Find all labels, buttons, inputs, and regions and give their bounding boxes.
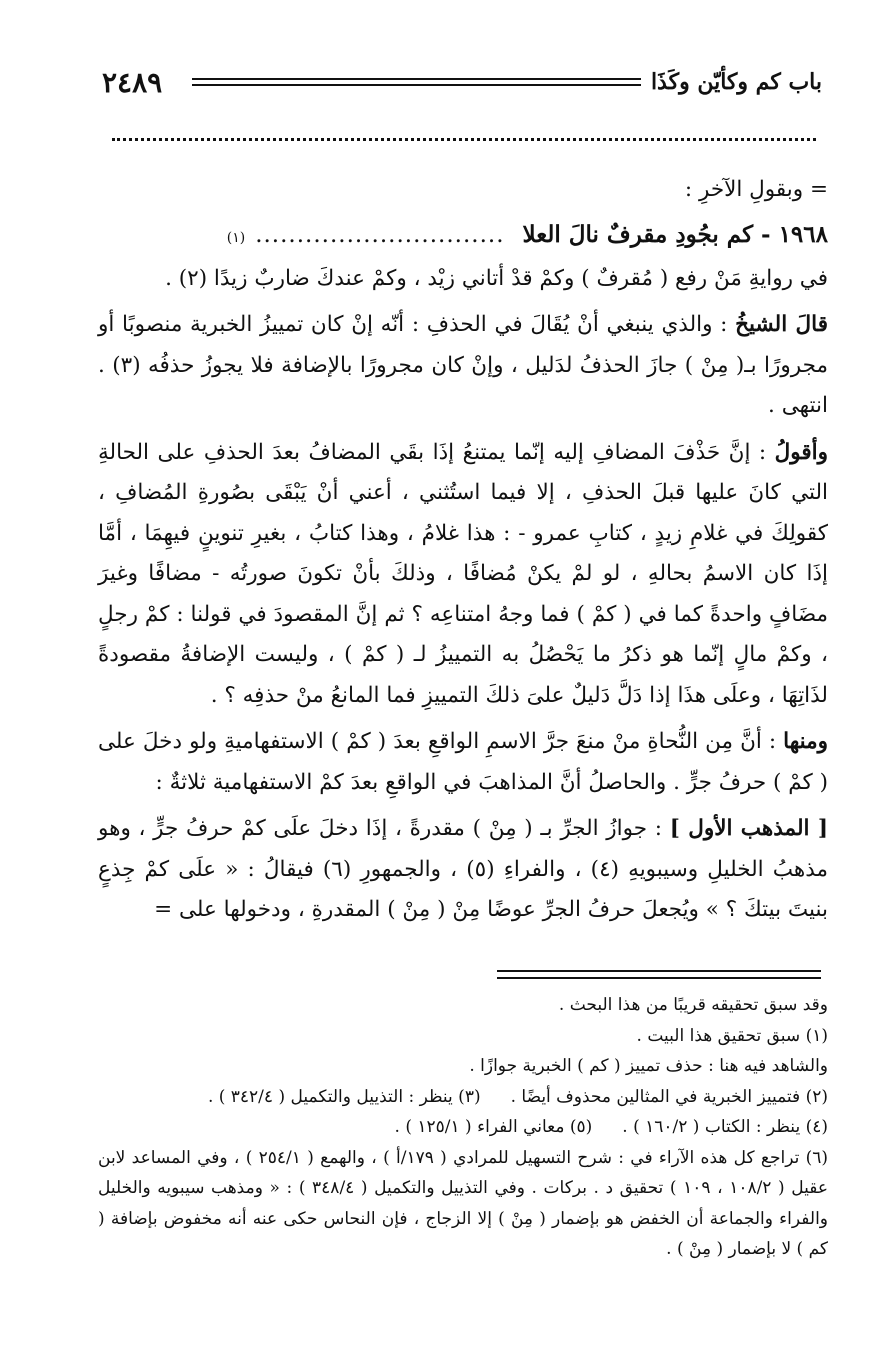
main-text — [98, 170, 828, 931]
footnote-item: (١) سبق تحقيق هذا البيت . — [636, 1025, 828, 1046]
verse-number: ١٩٦٨ - — [761, 220, 828, 248]
footnote-item: والشاهد فيه هنا : حذف تمييز ( كم ) الخبرية جوازًا . — [469, 1056, 828, 1076]
verse-line — [98, 211, 828, 259]
running-header — [102, 62, 822, 102]
chapter-title: باب كم وكأيّن وكَذَا — [650, 69, 822, 95]
paragraph: قالَ الشيخُ : والذي ينبغي أنْ يُقَالَ في الحذفِ : أنّه إنْ كان تمييزُ الخبرية منصوبًا أو مجرورًا بـ( مِنْ ) جازَ الحذفُ لدَليل ، وإنْ كان مجرورًا بالإضافة فلا يجوزُ حذفُه (٣) . انتهى . — [98, 312, 828, 418]
paragraph-lead: قالَ الشيخُ — [735, 312, 828, 337]
footnote-row — [98, 1112, 828, 1143]
footnote-row — [98, 1082, 828, 1113]
footnote-item: (٥) معاني الفراء ( ١٢٥/١ ) . — [394, 1117, 593, 1137]
paragraph-lead: [ المذهب الأول ] — [669, 816, 828, 841]
verse-ellipsis: .............................. — [255, 221, 505, 248]
verse-footnote-ref: (١) — [226, 229, 246, 246]
dotted-separator — [112, 138, 816, 141]
paragraph: في روايةِ مَنْ رفع ( مُقرفٌ ) وكمْ قدْ أتاني زيْد ، وكمْ عندكَ ضاربٌ زيدًا (٢) . — [165, 265, 828, 291]
footnote-item: (٣) ينظر : التذييل والتكميل ( ٣٤٢/٤ ) . — [207, 1086, 481, 1107]
footnote-item: (٢) فتمييز الخبرية في المثالين محذوف أيضًا . — [510, 1086, 828, 1107]
footnote-item: (٦) تراجع كل هذه الآراء في : شرح التسهيل للمرادي ( ١٧٩/أ ) ، والهمع ( ٢٥٤/١ ) ، وفي المساعد لابن عقيل ( ١٠٨/٢ ، ١٠٩ ) تحقيق د . بركات . وفي التذييل والتكميل ( ٣٤٨/٤ ) : « ومذهب سيبويه والخليل والفراء والجماعة أن الخفض هو بإضمار ( مِنْ ) إلا الزجاج ، فإن النحاس حكى عنه أنه مخفوض بإضافة ( كم ) لا بإضمار ( مِنْ ) . — [98, 1147, 829, 1259]
footnotes — [98, 990, 828, 1265]
paragraph: [ المذهب الأول ] : جوازُ الجرِّ بـ ( مِنْ ) مقدرةً ، إذَا دخلَ علَى كمْ حرفُ جرٍّ ، وهو مذهبُ الخليلِ وسيبويهِ (٤) ، والفراءِ (٥) ، والجمهورِ (٦) فيقالُ : « علَى كمْ جِذعٍ بنيتَ بيتكَ ؟ » ويُجعلَ حرفُ الجرِّ عوضًا مِنْ ( مِنْ ) المقدرةِ ، ودخولها على = — [98, 816, 828, 922]
footnote-separator — [497, 970, 821, 979]
header-rule — [192, 78, 641, 86]
paragraph-lead: ومنها — [783, 729, 828, 754]
paragraph-lead: وأقولُ — [774, 439, 828, 465]
footnote-continuation: وقد سبق تحقيقه قريبًا من هذا البحث . — [558, 995, 828, 1015]
page-number: ٢٤٨٩ — [102, 65, 163, 99]
paragraph: وأقولُ : إنَّ حَذْفَ المضافِ إليه إنّما يمتنعُ إذَا بقَي المضافُ بعدَ الحذفِ على الحالةِ التي كانَ عليها قبلَ الحذفِ ، إلا فيما استُثني ، أعني أنْ يَبْقَى بصُورةِ المُضافِ ، كقولِكَ في غلامِ زيدٍ ، كتابِ عمرو - : هذا غلامُ ، وهذا كتابُ ، بغيرِ تنوينٍ فيهِمَا ، أمَّا إذَا كان الاسمُ بحالهِ ، لو لمْ يكنْ مُضافًا ، وذلكَ بأنْ تكونَ صورتُه - مضافًا وغيرَ مضَافٍ واحدةً كما في ( كمْ ) فما وجهُ امتناعِه ؟ ثم إنَّ المقصودَ في قولنا : كمْ رجلٍ ، وكمْ مالٍ إنّما هو ذكرُ ما يَحْصُلُ به التمييزُ لـ ( كمْ ) ، وليست الإضافةُ مقصودةً لذَاتِهَا ، وعلَى هذَا إذا دَلَّ دَليلٌ علىَ ذلكَ التمييزِ فما المانعُ منْ حذفِه ؟ . — [98, 439, 828, 708]
paragraph: ومنها : أنَّ مِن النُّحاةِ منْ منعَ جرَّ الاسمِ الواقعِ بعدَ ( كمْ ) الاستفهاميةِ ولو دخلَ على ( كمْ ) حرفُ جرٍّ . والحاصلُ أنَّ المذاهبَ في الواقعِ بعدَ كمْ الاستفهامية ثلاثةٌ : — [98, 729, 828, 795]
footnote-item: (٤) ينظر : الكتاب ( ١٦٠/٢ ) . — [622, 1117, 828, 1137]
verse-text: كم بجُودِ مقرفٌ نالَ العلا — [522, 220, 754, 248]
intro-line: = وبقولِ الآخرِ : — [684, 177, 828, 202]
